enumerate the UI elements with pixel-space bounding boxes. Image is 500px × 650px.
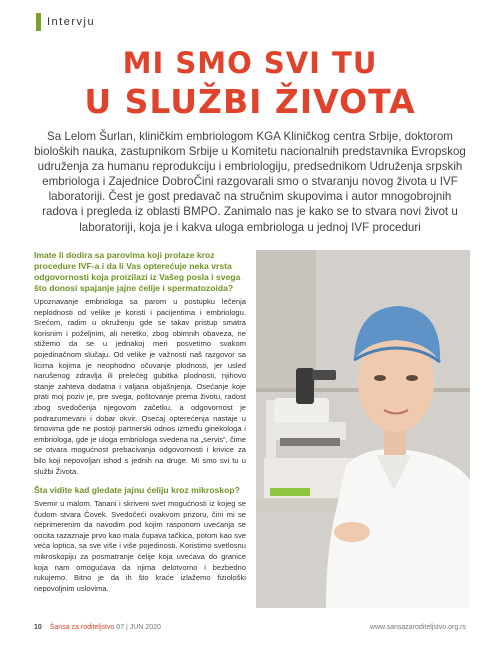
article-title-line-1: MI SMO SVI TU (122, 46, 378, 80)
issue-info: 07 | JUN 2020 (116, 624, 161, 631)
footer-left (34, 624, 161, 631)
article-title-line-2: U SLUŽBI ŽIVOTA (84, 82, 416, 121)
interview-question-1: Imate li dodira sa parovima koji prolaze kroz procedure IVF-a i da li Vas opterećuje neka vrsta odgovornosti koja proizilazi iz Vašeg posla i svega što donosi spajanje jajne ćelije i spermatozoida? (34, 250, 241, 293)
magazine-name: Šansa za roditeljstvo (49, 624, 115, 631)
page-number: 10 (34, 624, 42, 631)
interview-answer-2: Svemir u malom. Tanani i skriveni svet mogućnosti iz kojeg se čudom stvara Čovek. Svedočeći ovakvom prizoru, čini mi se neprimerenim da navodim pod kojim rasponom uvećanja se oocita razaznaje prvo kao mala čupava tačkica, potom kao sve veća loptica, sa sve više i više pojedinosti. Koristimo svetlosnu mikroskopiju za posmatranje ćelije koja uvećava do granice koja nam omogućava da njima delotvorno i bezbedno rukujemo. Bitno je da ih što kraće izlažemo fiziološki nepovoljnim uslovima. (34, 499, 246, 593)
portrait-photo (256, 250, 470, 608)
section-accent-bar (36, 13, 41, 31)
section-label: Intervju (47, 16, 96, 28)
website-url: www.sansazaroditeljstvo.org.rs (369, 624, 466, 631)
page-footer (34, 624, 466, 636)
article-body (34, 250, 246, 594)
section-tag (36, 13, 95, 31)
interview-question-2: Šta vidite kad gledate jajnu ćeliju kroz mikroskop? (34, 485, 240, 496)
interview-answer-1: Upoznavanje embriologa sa parom u postupku lečenja neplodnosti od velike je koristi i pacijentima i embriologu. Srećom, radim u okruženju gde se takav pristup smatra korisnim i poželjnim, ali neretko, zbog obimnih obaveza, ne stižemo da se u jednakoj meri posvetimo svakom pojedinačnom slučaju. Od velike je važnosti naš razgovor sa licima kojima je neophodno očuvanje plodnosti, jer usled narušenog zdravlja ili prelećeg gubitka plodnosti, njihovo stanje zahteva dodatna i valjana objašnjenja. Osećanje koje prati moj poziv je, pre svega, poštovanje prema životu, radost zbog svedočenja njegovom začetku, a odgovornost je podrazumevani i dobar okvir. Osećaj opterećenja nastaje u timovima gde ne postoji partnerski odnos između ginekologa i embriologa, gde je uloga embriologa svedena na „servis“, čime se otvara mogućnost prebacivanja odgovornosti i krivice za bilo koji nepovoljan ishod s jednih na druge. Mi smo svi tu u službi Života. (34, 297, 246, 476)
article-lead: Sa Lelom Šurlan, kliničkim embriologom KGA Kliničkog centra Srbije, doktorom bioloških nauka, zastupnikom Srbije u Komitetu nacionalnih predstavnika Evropskog udruženja za humanu reprodukciju i embriologiju, predsednikom Udruženja srpskih embriologa i Zajednice DobroČini razgovarali smo o stvaranju novog života u IVF laboratoriji. Čest je gost predavač na stručnim skupovima i autor mnogobrojnih radova i pregleda iz oblasti BMPO. Zanimalo nas je kako se to stvara novi život u laboratoriji, koja je i kakva uloga embriologa u jednoj IVF proceduri (34, 130, 466, 234)
